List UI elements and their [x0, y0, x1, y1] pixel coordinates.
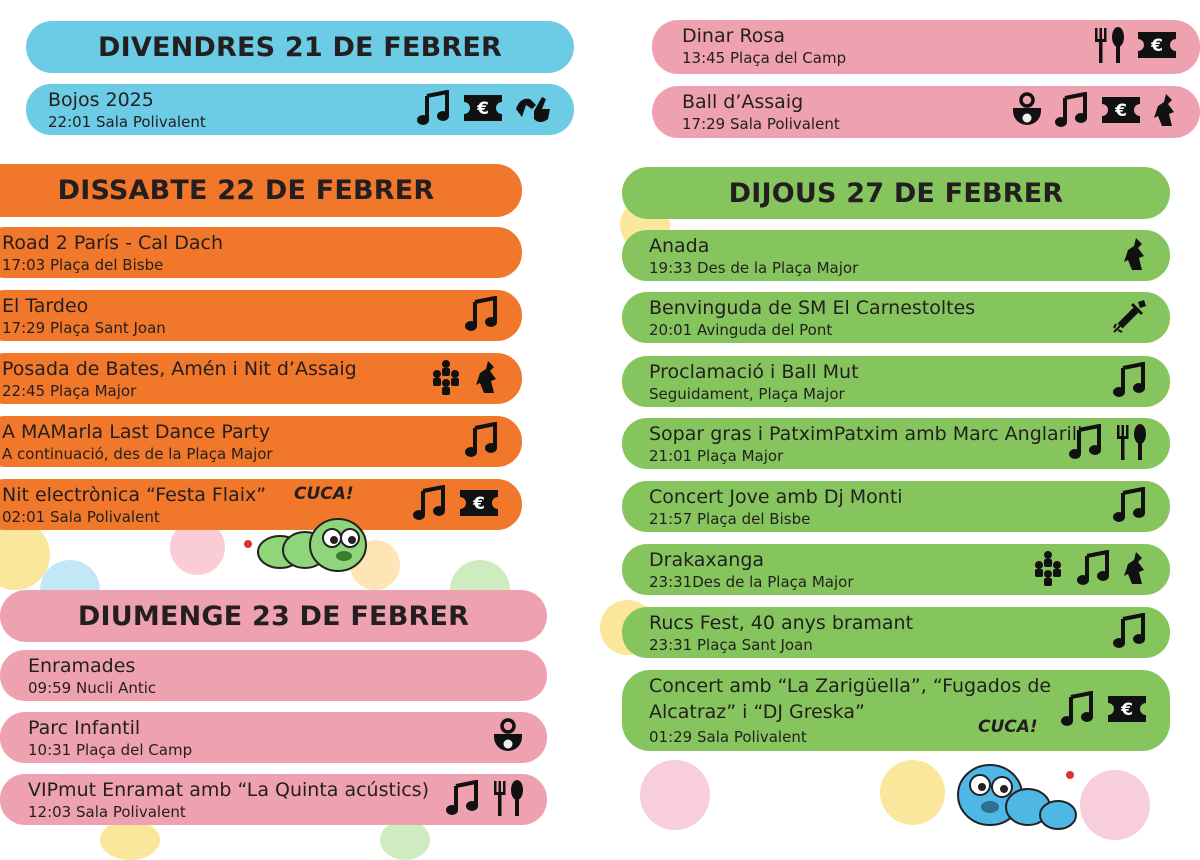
pacifier-icon — [1010, 92, 1044, 132]
day-header-title: DIVENDRES 21 DE FEBRER — [97, 31, 502, 63]
dancer-icon — [474, 359, 500, 399]
cutlery-icon — [491, 779, 525, 821]
event-row[interactable] — [622, 670, 1170, 751]
event-row[interactable] — [622, 292, 1170, 343]
svg-text:€: € — [1121, 699, 1133, 720]
event-row[interactable] — [622, 544, 1170, 595]
event-details: 17:29 Plaça Sant Joan — [2, 319, 166, 337]
event-icons — [1112, 292, 1148, 343]
caterpillar-mascot — [240, 500, 390, 585]
day-header-title: DISSABTE 22 DE FEBRER — [57, 175, 435, 206]
event-title-line2: Alcatraz” i “DJ Greska” — [649, 701, 865, 723]
svg-text:€: € — [473, 493, 485, 514]
event-title: Nit electrònica “Festa Flaix” — [2, 484, 267, 506]
day-header-title: DIUMENGE 23 DE FEBRER — [77, 600, 470, 632]
event-title: Dinar Rosa — [682, 25, 785, 47]
ticket-icon — [462, 93, 504, 127]
firework-icon — [1112, 298, 1148, 338]
music-icon — [1112, 613, 1148, 653]
event-icons — [1122, 230, 1148, 281]
event-details: 20:01 Avinguda del Pont — [649, 321, 833, 339]
music-icon — [445, 780, 481, 820]
event-row[interactable] — [622, 356, 1170, 407]
music-icon — [1068, 424, 1104, 464]
event-title: VIPmut Enramat amb “La Quinta acústics) — [28, 779, 429, 801]
music-icon — [1112, 362, 1148, 402]
event-icons — [1112, 481, 1148, 532]
event-row[interactable] — [26, 84, 574, 135]
event-title: Enramades — [28, 655, 136, 677]
event-title: Parc Infantil — [28, 717, 141, 739]
event-row[interactable] — [622, 481, 1170, 532]
svg-text:€: € — [1115, 101, 1127, 121]
event-title: A MAMarla Last Dance Party — [2, 421, 271, 443]
dancer-icon — [1122, 236, 1148, 276]
event-title: El Tardeo — [2, 295, 89, 317]
event-details: 17:03 Plaça del Bisbe — [2, 256, 164, 274]
pacifier-icon — [491, 718, 525, 758]
event-title: Sopar gras i PatximPatxim amb Marc Anglarill — [649, 423, 1083, 445]
event-icons — [416, 84, 552, 135]
event-row[interactable] — [652, 86, 1200, 138]
day-header-friday — [26, 21, 574, 73]
music-icon — [1054, 92, 1090, 132]
music-icon — [412, 485, 448, 525]
confetti-dot — [880, 760, 945, 825]
event-details: Seguidament, Plaça Major — [649, 385, 845, 403]
event-icons — [1112, 607, 1148, 658]
event-icons — [1112, 356, 1148, 407]
event-row[interactable] — [0, 774, 547, 825]
confetti-dot — [640, 760, 710, 830]
dancer-icon — [1122, 550, 1148, 590]
ticket-icon — [1106, 694, 1148, 728]
day-header-title: DIJOUS 27 DE FEBRER — [728, 177, 1064, 209]
event-details: 01:29 Sala Polivalent — [649, 728, 807, 746]
svg-text:€: € — [1151, 36, 1163, 56]
event-title: Ball d’Assaig — [682, 91, 804, 113]
event-row[interactable] — [0, 353, 522, 404]
event-row[interactable] — [652, 20, 1200, 74]
group-icon — [428, 359, 464, 399]
event-title: Proclamació i Ball Mut — [649, 361, 859, 383]
event-title: Posada de Bates, Amén i Nit d’Assaig — [2, 358, 357, 380]
event-title: Benvinguda de SM El Carnestoltes — [649, 297, 976, 319]
cutlery-icon — [1114, 423, 1148, 465]
event-details: 21:01 Plaça Major — [649, 447, 784, 465]
event-icons — [1060, 670, 1148, 751]
event-icons — [464, 416, 500, 467]
event-title: Anada — [649, 235, 710, 257]
event-icons — [428, 353, 500, 404]
music-icon — [416, 90, 452, 130]
event-title: Drakaxanga — [649, 549, 765, 571]
music-icon — [464, 422, 500, 462]
event-details: 22:01 Sala Polivalent — [48, 113, 206, 131]
event-icons — [412, 479, 500, 530]
event-details: 23:31Des de la Plaça Major — [649, 573, 854, 591]
event-details: A continuació, des de la Plaça Major — [2, 445, 273, 463]
svg-text:€: € — [477, 98, 489, 119]
group-icon — [1030, 550, 1066, 590]
event-title: Concert Jove amb Dj Monti — [649, 486, 903, 508]
event-row[interactable] — [0, 712, 547, 763]
event-row[interactable] — [622, 607, 1170, 658]
event-icons — [1092, 20, 1178, 74]
mascot-speech: CUCA! — [294, 484, 354, 504]
event-icons — [1030, 544, 1148, 595]
event-title: Bojos 2025 — [48, 89, 154, 111]
day-header-sunday — [0, 590, 547, 642]
event-row[interactable] — [622, 230, 1170, 281]
event-details: 22:45 Plaça Major — [2, 382, 137, 400]
event-details: 21:57 Plaça del Bisbe — [649, 510, 811, 528]
event-icons — [1010, 86, 1178, 138]
event-details: 02:01 Sala Polivalent — [2, 508, 160, 526]
event-title: Concert amb “La Zarigüella”, “Fugados de — [649, 675, 1052, 697]
event-details: 23:31 Plaça Sant Joan — [649, 636, 813, 654]
event-row[interactable] — [0, 650, 547, 701]
music-icon — [1060, 691, 1096, 731]
event-icons — [491, 712, 525, 763]
cutlery-icon — [1092, 26, 1126, 68]
day-header-thursday — [622, 167, 1170, 219]
event-details: 10:31 Plaça del Camp — [28, 741, 193, 759]
event-details: 17:29 Sala Polivalent — [682, 115, 840, 133]
sign-language-icon — [514, 91, 552, 129]
music-icon — [1076, 550, 1112, 590]
music-icon — [1112, 487, 1148, 527]
confetti-dot — [100, 820, 160, 860]
event-title: Rucs Fest, 40 anys bramant — [649, 612, 914, 634]
event-icons — [464, 290, 500, 341]
event-details: 13:45 Plaça del Camp — [682, 49, 847, 67]
day-header-saturday — [0, 164, 522, 217]
dancer-icon — [1152, 92, 1178, 132]
event-icons — [445, 774, 525, 825]
event-icons — [1068, 418, 1148, 469]
event-row[interactable] — [0, 416, 522, 467]
event-title: Road 2 París - Cal Dach — [2, 232, 224, 254]
ticket-icon — [458, 488, 500, 522]
mascot-speech: CUCA! — [978, 717, 1038, 737]
confetti-dot — [1080, 770, 1150, 840]
ticket-icon — [1136, 30, 1178, 64]
music-icon — [464, 296, 500, 336]
event-row[interactable] — [0, 290, 522, 341]
ticket-icon — [1100, 95, 1142, 129]
confetti-dot — [380, 820, 430, 860]
event-details: 19:33 Des de la Plaça Major — [649, 259, 859, 277]
event-details: 12:03 Sala Polivalent — [28, 803, 186, 821]
caterpillar-mascot — [940, 745, 1090, 840]
event-row[interactable] — [622, 418, 1170, 469]
event-row[interactable] — [0, 227, 522, 278]
event-details: 09:59 Nucli Antic — [28, 679, 157, 697]
